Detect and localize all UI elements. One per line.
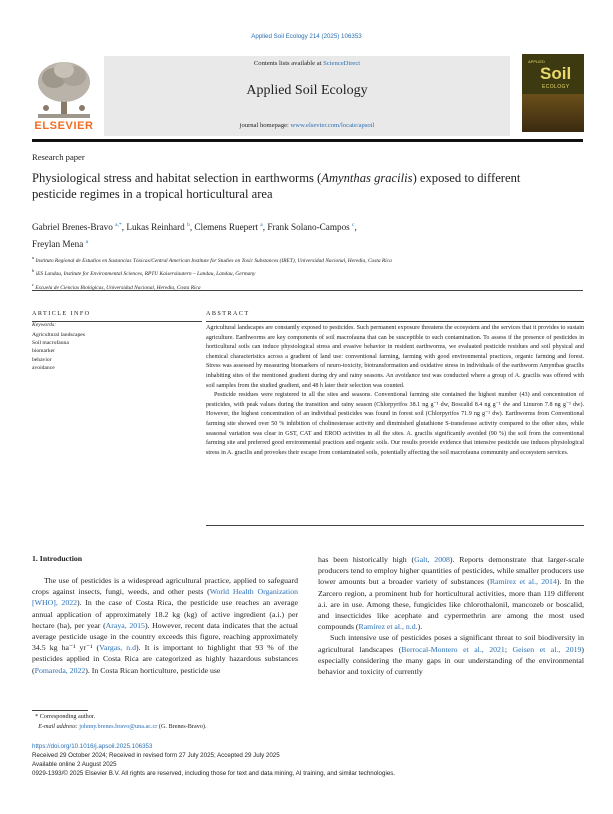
- affiliation-item: [32, 253, 572, 266]
- article-title: [32, 170, 562, 202]
- text-run: ) especially considering the many gaps in our understanding of the environmental behavior and toxicity of currently: [318, 644, 584, 677]
- citation-link[interactable]: Pomareda, 2022: [34, 665, 86, 675]
- contents-line: [104, 60, 510, 67]
- abstract-paragraph: Agricultural landscapes are constantly exposed to pesticides. Such permanent exposure threatens the ecosystem and the services that it provides to sustain agriculture. Earthworms are key components of soil macrofauna that can be susceptible to such contamination. To assess if the presence of pesticides in horticultural soils can induce physiological stress and evasive behavior in resident earthworms, we evaluated pesticide residues and soil physical and chemical characteristics across a gradient of land use: conventional farming, farming with good environmental practices, organic farming and forest. Stress was assessed by measuring biomarkers of neuro-toxicity, biotransformation and oxidative stress in individuals of the earthworm Amynthas gracilis inhabiting sites of the mentioned gradient during dry and rainy seasons. An avoidance test was conducted where a group of A. gracilis was offered with soil samples from the studied gradient, and 48 h later their selection was counted.: [206, 325, 584, 389]
- cover-soil-image: [522, 94, 584, 132]
- journal-citation[interactable]: Applied Soil Ecology 214 (2025) 106353: [251, 33, 362, 40]
- abstract-rule: [206, 321, 584, 322]
- author-sup[interactable]: b: [187, 222, 190, 228]
- affiliation-text: iES Landau, Institute for Environmental Sciences, RPTU Kaiserslautern – Landau, Landau, Germany: [35, 271, 256, 278]
- citation-link[interactable]: Ramírez et al., 2014: [489, 577, 557, 587]
- email-suffix: (G. Brenes-Bravo).: [157, 722, 207, 730]
- text-run: ). However, recent data indicates that the actual average pesticide usage in the country exceeds this figure, reaching approximately 34.5 kg ha⁻¹ yr⁻¹ (: [32, 620, 298, 653]
- elsevier-wordmark: ELSEVIER: [34, 120, 94, 132]
- received-dates: Received 29 October 2024; Received in revised form 27 July 2025; Accepted 29 July 2025: [32, 752, 280, 759]
- author[interactable]: Gabriel Brenes-Bravo: [32, 222, 113, 233]
- affiliation-sup: a: [32, 255, 35, 260]
- section-heading-introduction: 1. Introduction: [32, 554, 83, 563]
- publication-info: [32, 742, 395, 778]
- cover-subtitle: ECOLOGY: [542, 84, 570, 90]
- footnote: [32, 712, 207, 731]
- text-run: ). In Costa Rican horticulture, pesticide use: [85, 665, 221, 675]
- homepage-line: [104, 122, 510, 129]
- text-run: ).: [417, 622, 423, 632]
- online-date: Available online 2 August 2025: [32, 761, 117, 768]
- text-run: ). It is important to highlight that 93 % of the pesticides applied in Costa Rica are categorized as highly hazardous substances (: [32, 643, 298, 675]
- cover-series: APPLIED: [528, 59, 545, 64]
- email-line: [32, 722, 207, 732]
- abstract-body: [206, 324, 584, 458]
- intro-paragraph: [318, 632, 584, 677]
- intro-paragraph: [318, 554, 584, 632]
- author[interactable]: Clemens Ruepert: [194, 222, 258, 233]
- keyword: biomarker: [32, 348, 55, 355]
- title-part1: Physiological stress and habitat selection in earthworms (: [32, 171, 322, 185]
- title-part2: ) exposed to different pesticide regimes in a tropical horticultural area: [32, 171, 521, 201]
- abstract-heading: ABSTRACT: [206, 310, 250, 317]
- elsevier-tree-logo: [32, 58, 96, 120]
- intro-left-column: [32, 575, 298, 676]
- homepage-link[interactable]: www.elsevier.com/locate/apsoil: [290, 122, 375, 129]
- author[interactable]: Frank Solano-Campos: [267, 222, 350, 233]
- author[interactable]: Lukas Reinhard: [126, 222, 185, 233]
- header-rule: [32, 139, 583, 142]
- journal-cover-image: [522, 54, 584, 132]
- citation-link[interactable]: Araya, 2015: [105, 620, 145, 630]
- keyword: Soil macrofauna: [32, 340, 69, 347]
- sciencedirect-link[interactable]: ScienceDirect: [323, 60, 361, 67]
- author-sup[interactable]: a,*: [115, 222, 122, 228]
- copyright: 0929-1393/© 2025 Elsevier B.V. All rights are reserved, including those for text and data mining, AI training, and similar technologies.: [32, 770, 396, 777]
- citation-link[interactable]: World Health Organization [WHO], 2022: [32, 587, 298, 608]
- contents-prefix: Contents lists available at: [253, 60, 324, 67]
- text-run: ). In the case of Costa Rica, the pesticide use reaches an average annual application of approximately 18.2 kg (kg) of active ingredient (a.i.) per hectare (ha), per year (: [32, 598, 298, 630]
- abstract-bottom-rule: [206, 525, 584, 526]
- citation-link[interactable]: Ramírez et al., n.d.: [358, 622, 418, 632]
- cover-title: Soil: [540, 64, 572, 83]
- article-info-heading: ARTICLE INFO: [32, 310, 91, 317]
- affiliation-sup: c: [32, 281, 34, 287]
- doi-link[interactable]: https://doi.org/10.1016/j.apsoil.2025.106353: [32, 743, 153, 750]
- keyword: Agricultural landscapes: [32, 332, 85, 338]
- citation-link[interactable]: Berrocal-Montero et al., 2021: [401, 644, 505, 654]
- affiliations: [32, 253, 572, 293]
- author-sup[interactable]: a: [260, 222, 263, 228]
- text-run: Such intensive use of pesticides poses a significant threat to soil biodiversity in agricultural landscapes (: [318, 633, 584, 654]
- keyword-list: [32, 331, 85, 372]
- journal-title: Applied Soil Ecology: [246, 83, 368, 98]
- abstract-paragraph: Pesticide residues were registered in all the sites and seasons. Conventional farming site contained the highest number (43) and concentration of pesticides, with peak values during the transition and rainy season (Chlorpyrifos 38.1 ng g⁻¹ dw, Boscalid 8.4 ng g⁻¹ dw and Linuron 7.8 ng g⁻¹ dw). However, the highest concentration of an individual pesticides was found in forest soil (Chlorpyrifos 71.9 ng g⁻¹ dw). Earthworms from Conventional farming site showed over 50 % inhibition of cholinesterase activity and diminished glutathione S-transferase activity compared to the other sites, while seasonal variation was clear in GST, CAT and EROD activities in all the sites. A. gracilis significantly avoided (90 %) the soil from the conventional farming site and preferred good environmental practices and organic soils. Our results provide evidence that intensive pesticide use induces physiological stress in A. gracilis and provokes their escape from contaminated soils, potentially affecting the soil macrofauna community and ecosystem services.: [206, 392, 584, 456]
- homepage-prefix: journal homepage:: [239, 122, 291, 129]
- article-info-rule: [32, 321, 202, 322]
- text-run: has been historically high (: [318, 555, 415, 564]
- author[interactable]: Freylan Mena: [32, 239, 84, 250]
- author-sup[interactable]: a: [85, 239, 89, 246]
- affiliation-rule: [32, 290, 583, 291]
- footnote-rule: [32, 710, 88, 711]
- keywords-label: Keywords:: [32, 322, 57, 328]
- author-list: Gabriel Brenes-Bravo $^{a,*}$, Lukas Reinhard $^b$, Clemens Ruepert $^a$, Frank Solano-Campos $^c$, Freylan Mena $^a$: [32, 222, 357, 250]
- intro-paragraph: [32, 575, 298, 676]
- keyword: behavior: [32, 356, 52, 363]
- citation-link[interactable]: Vargas, n.d: [99, 643, 137, 653]
- intro-right-column: [318, 554, 584, 677]
- affiliation-sup: b: [32, 268, 35, 274]
- title-species: Amynthas gracilis: [321, 171, 413, 185]
- text-run: The use of pesticides is a widespread agricultural practice, applied to safeguard crops against insects, fungi, weeds, and other pests (: [32, 576, 298, 597]
- citation-link[interactable]: Galt, 2008: [414, 555, 450, 564]
- text-run: ;: [504, 644, 513, 654]
- citation-link[interactable]: Geisen et al., 2019: [512, 644, 582, 654]
- author-sup[interactable]: c: [352, 222, 355, 228]
- affiliation-text: Instituto Regional de Estudios en Sustancias Tóxicas/Central American Institute for Studies on Toxic Substances (IRET), Universidad Nacional, Heredia, Costa Rica: [35, 257, 392, 264]
- email-link[interactable]: johnny.brenes.bravo@una.ac.cr: [79, 722, 158, 730]
- affiliation-text: Escuela de Ciencias Biológicas, Universidad Nacional, Heredia, Costa Rica: [35, 284, 201, 291]
- affiliation-item: [32, 266, 572, 279]
- text-run: ). In the Zarcero region, a prominent hub for horticultural activities, more than 119 different a.i. are in use. Among these, fungicides like chlorothalonil, mancozeb or boscalid, and insecticides like acephate and cypermethrin are among the most used compounds (: [318, 577, 584, 632]
- keyword: avoidance: [32, 364, 55, 371]
- corresponding-author-note: * Corresponding author.: [32, 713, 96, 720]
- email-label: E-mail address:: [38, 722, 80, 730]
- corresponding-label: Corresponding author.: [39, 713, 96, 720]
- text-run: ). Reports demonstrate that larger-scale producers tend to employ higher quantities of pesticides, while smaller producers use lower amounts but a broader variety of substances (: [318, 555, 584, 587]
- article-type: Research paper: [32, 152, 85, 162]
